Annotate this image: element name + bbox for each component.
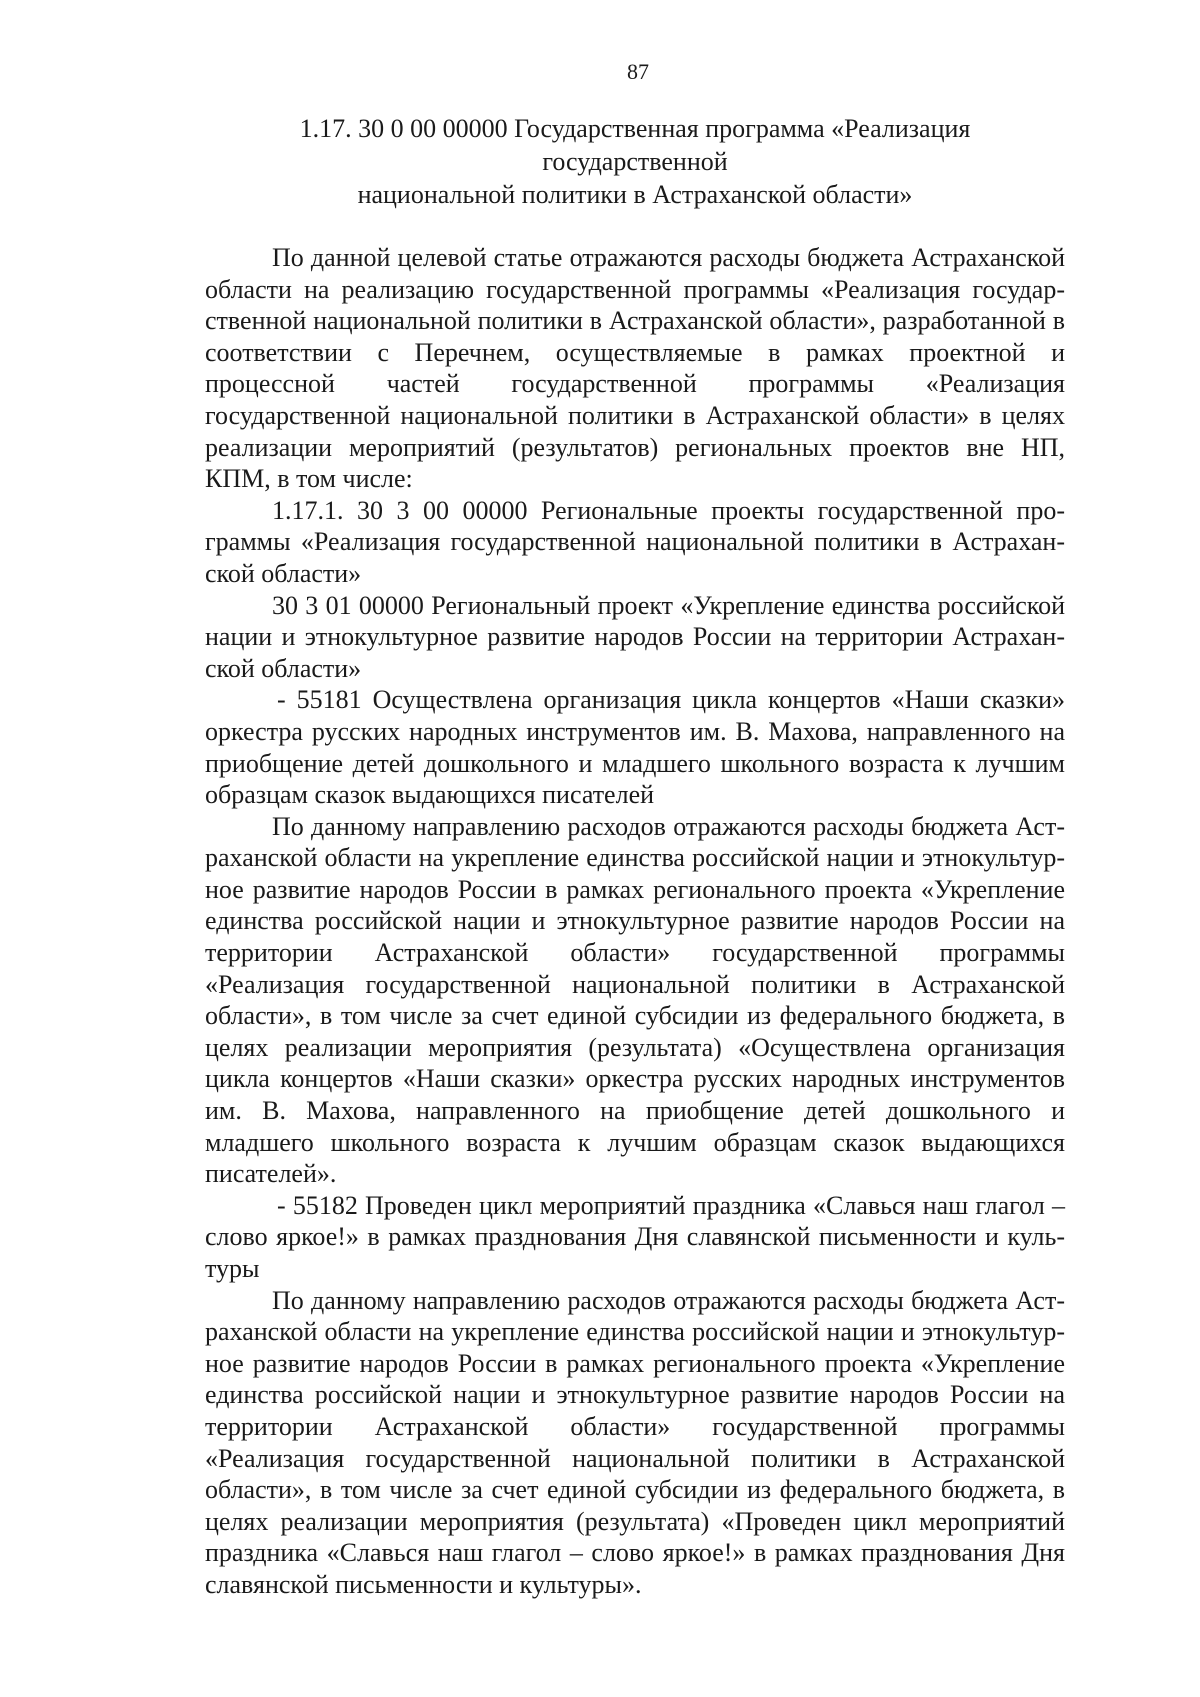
paragraph-expenses-55181: По данному направлению расходов отражаются расходы бюджета Астраханской области на укрепление единства российской нации и этнокультурное развитие народов России в рамках регионального проекта «Укрепление единства российской нации и этнокультурное развитие народов России на территории Астраханской области» государственной программы «Реализация государственной национальной политики в Астраханской области», в том числе за счет единой субсидии из федерального бюджета, в целях реализации мероприятия (результата) «Осуществлена организация цикла концертов «Наши сказки» оркестра русских народных инструментов им. В. Махова, направленного на приобщение детей дошкольного и младшего школьного возраста к лучшим образцам сказок выдающихся писателей». bbox=[205, 811, 1065, 1189]
paragraph-item-55181: - 55181 Осуществлена организация цикла концертов «Наши сказки» оркестра русских народных инструментов им. В. Махова, направленного на приобщение детей дошкольного и младшего школьного возраста к лучшим образцам сказок выдающихся писателей bbox=[205, 685, 1065, 810]
paragraph-subsection-1-17-1: 1.17.1. 30 3 00 00000 Региональные проекты государственной программы «Реализация государственной национальной политики в Астраханской области» bbox=[205, 495, 1065, 588]
paragraph-expenses-55182: По данному направлению расходов отражаются расходы бюджета Астраханской области на укрепление единства российской нации и этнокультурное развитие народов России в рамках регионального проекта «Укрепление единства российской нации и этнокультурное развитие народов России на территории Астраханской области» государственной программы «Реализация государственной национальной политики в Астраханской области», в том числе за счет единой субсидии из федерального бюджета, в целях реализации мероприятия (результата) «Проведен цикл мероприятий праздника «Славься наш глагол – слово яркое!» в рамках празднования Дня славянской письменности и культуры». bbox=[205, 1285, 1065, 1599]
section-heading-line-1: 1.17. 30 0 00 00000 Государственная программа «Реализация государственной bbox=[299, 114, 971, 176]
document-body bbox=[205, 112, 1065, 1601]
page-number: 87 bbox=[627, 59, 649, 84]
paragraph-intro: По данной целевой статье отражаются расходы бюджета Астраханской области на реализацию государственной программы «Реализация государственной национальной политики в Астраханской области», разработанной в соответствии с Перечнем, осуществляемые в рамках проектной и процессной частей государственной программы «Реализация государственной национальной политики в Астраханской области» в целях реализации мероприятий (результатов) региональных проектов вне НП, КПМ, в том числе: bbox=[205, 243, 1065, 494]
paragraph-item-55182: - 55182 Проведен цикл мероприятий праздника «Славься наш глагол – слово яркое!» в рамках празднования Дня славянской письменности и культуры bbox=[205, 1190, 1065, 1283]
section-heading-line-2: национальной политики в Астраханской области» bbox=[357, 180, 913, 209]
paragraph-regional-project: 30 3 01 00000 Региональный проект «Укрепление единства российской нации и этнокультурное развитие народов России на территории Астраханской области» bbox=[205, 590, 1065, 683]
section-heading bbox=[205, 112, 1065, 211]
